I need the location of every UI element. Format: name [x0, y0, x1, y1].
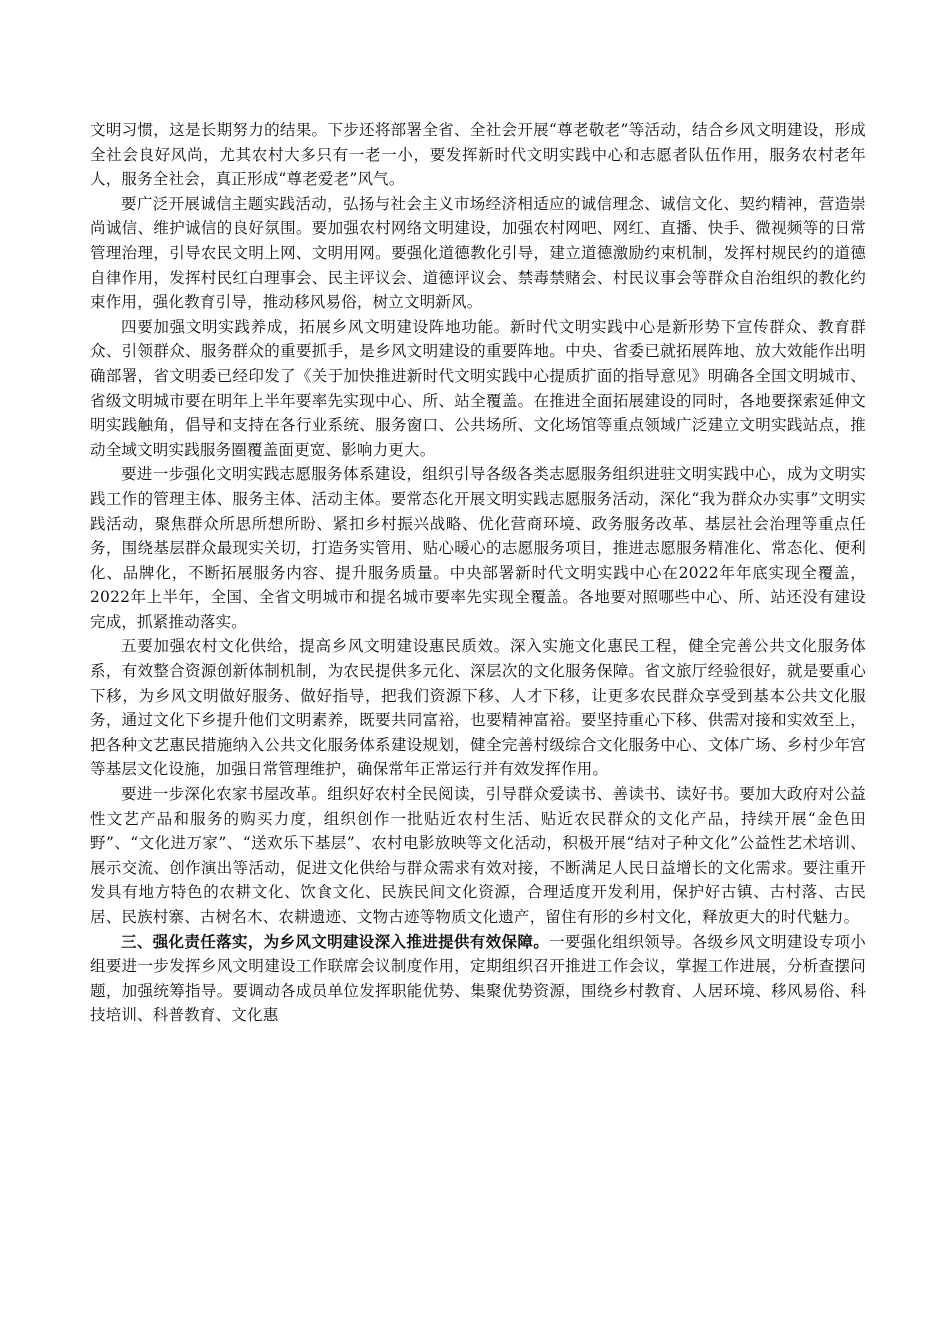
paragraph-4-text: 要进一步强化文明实践志愿服务体系建设，组织引导各级各类志愿服务组织进驻文明实践中心，成为文明实践工作的管理主体、服务主体、活动主体。要常态化开展文明实践志愿服务活动，深化“我为群众办实事”文明实践活动，聚焦群众所思所想所盼、紧扣乡村振兴战略、优化营商环境、政务服务改革、基层社会治理等重点任务，围绕基层群众最现实关切，打造务实管用、贴心暖心的志愿服务项目，推进志愿服务精准化、常态化、便利化、品牌化，不断拓展服务内容、提升服务质量。中央部署新时代文明实践中心在2022年年底实现全覆盖，2022年上半年，全国、全省文明城市和提名城市要率先实现全覆盖。各地要对照哪些中心、所、站还没有建设完成，抓紧推动落实。	[90, 465, 866, 631]
paragraph-1-text: 文明习惯，这是长期努力的结果。下步还将部署全省、全社会开展“尊老敬老”等活动，结合乡风文明建设，形成全社会良好风尚，尤其农村大多只有一老一小，要发挥新时代文明实践中心和志愿者队伍作用，服务农村老年人，服务全社会，真正形成“尊老爱老”风气。	[90, 121, 866, 189]
section-heading-3: 三、强化责任落实，为乡风文明建设深入推进提供有效保障。	[121, 931, 550, 951]
paragraph-3	[90, 315, 866, 463]
paragraph-7-text: 一要强化组织领导。各级乡风文明建设专项小组要进一步发挥乡风文明建设工作联席会议制度作用，定期组织召开推进工作会议，掌握工作进展，分析查摆问题，加强统筹指导。要调动各成员单位发挥职能优势、集聚优势资源，围绕乡村教育、人居环境、移风易俗、科技培训、科普教育、文化惠	[90, 932, 866, 1025]
paragraph-5-text: 五要加强农村文化供给，提高乡风文明建设惠民质效。深入实施文化惠民工程，健全完善公共文化服务体系，有效整合资源创新体制机制，为农民提供多元化、深层次的文化服务保障。省文旅厅经验很好，就是要重心下移，为乡风文明做好服务、做好指导，把我们资源下移、人才下移，让更多农民群众享受到基本公共文化服务，通过文化下乡提升他们文明素养，既要共同富裕，也要精神富裕。要坚持重心下移、供需对接和实效至上，把各种文艺惠民措施纳入公共文化服务体系建设规划，健全完善村级综合文化服务中心、文体广场、乡村少年宫等基层文化设施，加强日常管理维护，确保常年正常运行并有效发挥作用。	[90, 637, 866, 779]
paragraph-6-text: 要进一步深化农家书屋改革。组织好农村全民阅读，引导群众爱读书、善读书、读好书。要加大政府对公益性文艺产品和服务的购买力度，组织创作一批贴近农村生活、贴近农民群众的文化产品，持续开展“金色田野”、“文化进万家”、“送欢乐下基层”、农村电影放映等文化活动，积极开展“结对子种文化”公益性艺术培训、展示交流、创作演出等活动，促进文化供给与群众需求有效对接，不断满足人民日益增长的文化需求。要注重开发具有地方特色的农耕文化、饮食文化、民族民间文化资源，合理适度开发利用，保护好古镇、古村落、古民居、民族村寨、古树名木、农耕遗迹、文物古迹等物质文化遗产，留住有形的乡村文化，释放更大的时代魅力。	[90, 785, 866, 926]
paragraph-5	[90, 634, 866, 782]
paragraph-6	[90, 782, 866, 930]
paragraph-2	[90, 192, 866, 315]
paragraph-2-text: 要广泛开展诚信主题实践活动，弘扬与社会主义市场经济相适应的诚信理念、诚信文化、契约精神，营造崇尚诚信、维护诚信的良好氛围。要加强农村网络文明建设，加强农村网吧、网红、直播、快手、微视频等的日常管理治理，引导农民文明上网、文明用网。要强化道德教化引导，建立道德激励约束机制，发挥村规民约的道德自律作用，发挥村民红白理事会、民主评议会、道德评议会、禁毒禁赌会、村民议事会等群众自治组织的教化约束作用，强化教育引导，推动移风易俗，树立文明新风。	[90, 194, 866, 312]
paragraph-3-text: 四要加强文明实践养成，拓展乡风文明建设阵地功能。新时代文明实践中心是新形势下宣传群众、教育群众、引领群众、服务群众的重要抓手，是乡风文明建设的重要阵地。中央、省委已就拓展阵地、放大效能作出明确部署，省文明委已经印发了《关于加快推进新时代文明实践中心提质扩面的指导意见》明确各全国文明城市、省级文明城市要在明年上半年要率先实现中心、所、站全覆盖。在推进全面拓展建设的同时，各地要探索延伸文明实践触角，倡导和支持在各行业系统、服务窗口、公共场所、文化场馆等重点领域广泛建立文明实践站点，推动全域文明实践服务圈覆盖面更宽、影响力更大。	[90, 317, 866, 459]
document-body	[90, 118, 866, 1028]
paragraph-4	[90, 462, 866, 634]
paragraph-7	[90, 930, 866, 1028]
paragraph-1	[90, 118, 866, 192]
